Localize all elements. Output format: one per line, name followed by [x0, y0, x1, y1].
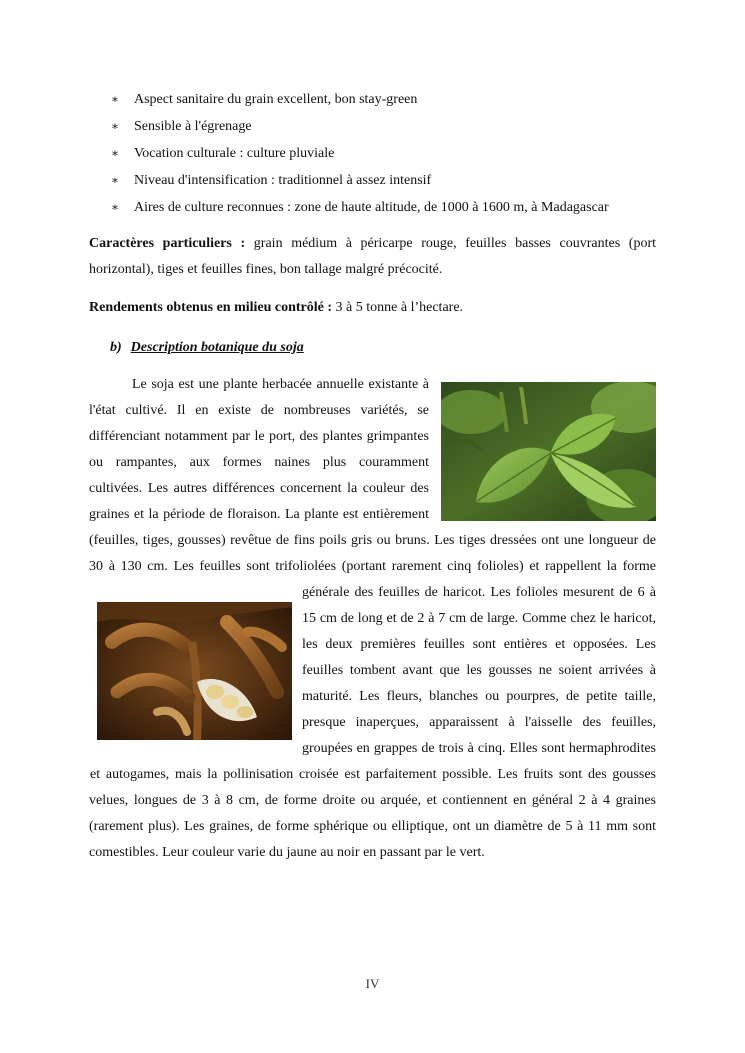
rendements-label: Rendements obtenus en milieu contrôlé :: [89, 300, 333, 315]
botanical-description: [89, 372, 656, 866]
asterisk-bullet-icon: ∗: [110, 200, 120, 214]
asterisk-bullet-icon: ∗: [110, 146, 120, 160]
caracteres-text: grain médium à péricarpe rouge, feuilles basses couvrantes (port horizontal), tiges et feuilles fines, bon tallage malgré précocité.: [89, 236, 656, 277]
bullet-item: ∗ Sensible à l'égrenage: [108, 113, 668, 140]
section-heading: [110, 336, 304, 360]
section-label: b): [110, 340, 122, 355]
page-number: IV: [365, 976, 380, 991]
rendements-paragraph: [89, 295, 656, 321]
asterisk-bullet-icon: ∗: [110, 119, 120, 133]
caracteres-paragraph: [89, 231, 656, 283]
description-text-part2: folioles mesurent de 6 à 15 cm de long et de 2 à 7 cm de large. Comme chez le haricot, les deux premières feuilles sont entières et opposées. Les feuilles tombent avant que les gousses ne soient arrivées à maturité. Les fleurs, blanches ou pourpres, de petite taille, presque inaperçues, apparaissent à l'aisselle des feuilles, groupées en grappes de trois à cinq. Elles sont hermaphrodites et autogames, mais la pollinisation croisée est parfaitement possible. Les fruits sont des gousses velues, longues de 3 à 8 cm, de forme droite ou arquée, et contiennent en général 2 à 4 graines (rarement plus). Les graines, de forme sphérique ou elliptique, ont un diamètre de 5 à 11 mm sont comestibles. Leur couleur varie du jaune au noir en passant par le vert.: [89, 585, 656, 860]
asterisk-bullet-icon: ∗: [110, 92, 120, 106]
variety-characteristics-list: [108, 86, 668, 221]
soybean-leaves-photo: [441, 382, 656, 521]
bullet-item: ∗ Aires de culture reconnues : zone de haute altitude, de 1000 à 1600 m, à Madagascar: [108, 194, 668, 221]
description-text-part1: Le soja est une plante herbacée annuelle existante à l'état cultivé. Il en existe de nombreuses variétés, se différenciant notamment par le port, des plantes grimpantes ou rampantes, aux formes naines plus couramment cultivées. Les autres différences concernent la couleur des graines et la période de floraison. La plante est entièrement (feuilles, tiges, gousses) revêtue de fins poils gris ou bruns. Les tiges dressées ont une longueur de 30 à 130 cm. Les feuilles sont trifoliolées (portant rarement cinq folioles) et rappellent la forme générale des feuilles de haricot. Les: [89, 377, 656, 600]
bullet-item: ∗ Niveau d'intensification : traditionnel à assez intensif: [108, 167, 668, 194]
section-title: Description botanique du soja: [130, 340, 304, 355]
bullet-item: ∗ Vocation culturale : culture pluviale: [108, 140, 668, 167]
soybean-pods-photo: [97, 602, 292, 740]
caracteres-label: Caractères particuliers :: [89, 236, 246, 251]
rendements-text: 3 à 5 tonne à l’hectare.: [332, 300, 464, 315]
asterisk-bullet-icon: ∗: [110, 173, 120, 187]
bullet-item: ∗ Aspect sanitaire du grain excellent, bon stay-green: [108, 86, 668, 113]
